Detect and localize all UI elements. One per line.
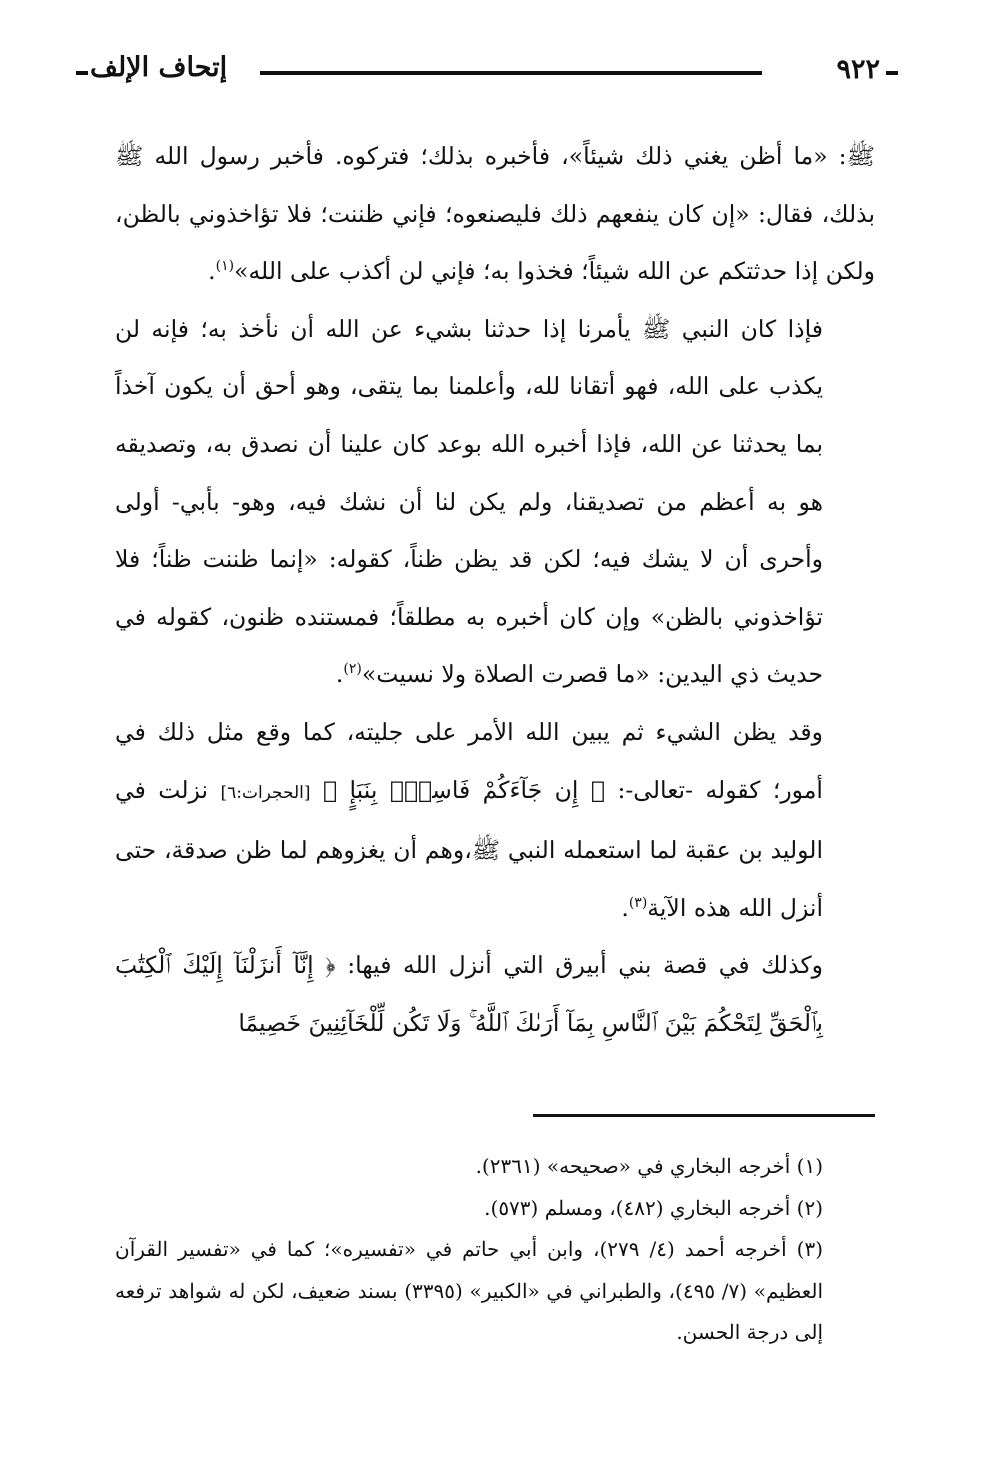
paragraph-4: وكذلك في قصة بني أبيرق التي أنزل الله فيها: ﴿ إِنَّآ أَنزَلْنَآ إِلَيْكَ ٱلْكِتَٰبَ بِٱلْحَقِّ لِتَحْكُمَ بَيْنَ ٱلنَّاسِ بِمَآ أَرَىٰكَ ٱللَّهُ ۚ وَلَا تَكُن لِّلْخَآئِنِينَ خَصِيمًا <box>115 951 823 1037</box>
header-dash-left <box>76 71 88 75</box>
footnote-separator <box>533 1114 875 1117</box>
quran-verse-1: ﴿ إِن جَآءَكُمْ فَاسِقٌۢ بِنَبَإٍ ﴾ <box>322 775 605 804</box>
paragraph-3: وقد يظن الشيء ثم يبين الله الأمر على جليته، كما وقع مثل ذلك في أمور؛ كقوله -تعالى-: ﴿ إِن جَآءَكُمْ فَاسِقٌۢ بِنَبَإٍ ﴾ [الحجرات:٦] نزلت في الوليد بن عقبة لما استعمله النبي ﷺ،وهم أن يغزوهم لما ظن صدقة، حتى أنزل الله هذه الآية$^{(٣)}$. <box>115 717 823 922</box>
page-header <box>90 48 880 98</box>
footnote-2: (٢) أخرجه البخاري (٤٨٢)، ومسلم (٥٧٣). <box>484 1195 823 1220</box>
book-title: إتحاف الإلف <box>90 52 228 83</box>
footnote-mark-3: (٣) <box>628 894 648 911</box>
footnote-1: (١) أخرجه البخاري في «صحيحه» (٢٣٦١). <box>475 1154 823 1178</box>
footnote-mark-1: (١) <box>215 258 235 275</box>
paragraph-1: ﷺ: «ما أظن يغني ذلك شيئاً»، فأخبره بذلك؛ فتركوه. فأخبر رسول الله ﷺ بذلك، فقال: «إن كان ينفعهم ذلك فليصنعوه؛ فإني ظننت؛ فلا تؤاخذوني بالظن، ولكن إذا حدثتكم عن الله شيئاً؛ فخذوا به؛ فإني لن أكذب على الله»$^{(١)}$. <box>115 142 875 286</box>
footnote-label: (٢) <box>796 1195 823 1220</box>
footnote-label: (٣) <box>796 1237 824 1261</box>
quran-verse-2: ﴿ إِنَّآ أَنزَلْنَآ إِلَيْكَ ٱلْكِتَٰبَ بِٱلْحَقِّ لِتَحْكُمَ بَيْنَ ٱلنَّاسِ بِمَآ أَرَىٰكَ ٱللَّهُ ۚ وَلَا تَكُن لِّلْخَآئِنِينَ خَصِيمًا <box>115 951 823 1037</box>
footnote-3: (٣) أخرجه أحمد (٤/ ٢٧٩)، وابن أبي حاتم في «تفسيره»؛ كما في «تفسير القرآن العظيم» (٧/ ٤٩٥)، والطبراني في «الكبير» (٣٣٩٥) بسند ضعيف، لكن له شواهد ترفعه إلى درجة الحسن. <box>115 1237 824 1344</box>
main-text <box>115 128 875 1053</box>
header-dash-right <box>886 71 898 75</box>
footnote-mark-2: (٢) <box>343 661 362 678</box>
paragraph-2: فإذا كان النبي ﷺ يأمرنا إذا حدثنا بشيء عن الله أن نأخذ به؛ فإنه لن يكذب على الله، فهو أتقانا لله، وأعلمنا بما يتقى، وهو أحق أن يكون آخذاً بما يحدثنا عن الله، فإذا أخبره الله بوعد كان علينا أن نصدق به، وتصديقه هو به أعظم من تصديقنا، ولم يكن لنا أن نشك فيه، وهو- بأبي- أولى وأحرى أن لا يشك فيه؛ لكن قد يظن ظناً، كقوله: «إنما ظننت ظناً؛ فلا تؤاخذوني بالظن» وإن كان أخبره به مطلقاً؛ فمستنده ظنون، كقوله في حديث ذي اليدين: «ما قصرت الصلاة ولا نسيت»$^{(٢)}$. <box>115 314 823 689</box>
surah-reference: [الحجرات:٦] <box>220 782 311 803</box>
header-rule <box>260 71 762 75</box>
page-number: ٩٢٢ <box>836 54 880 85</box>
footnotes <box>115 1146 875 1354</box>
footnote-label: (١) <box>796 1154 823 1178</box>
